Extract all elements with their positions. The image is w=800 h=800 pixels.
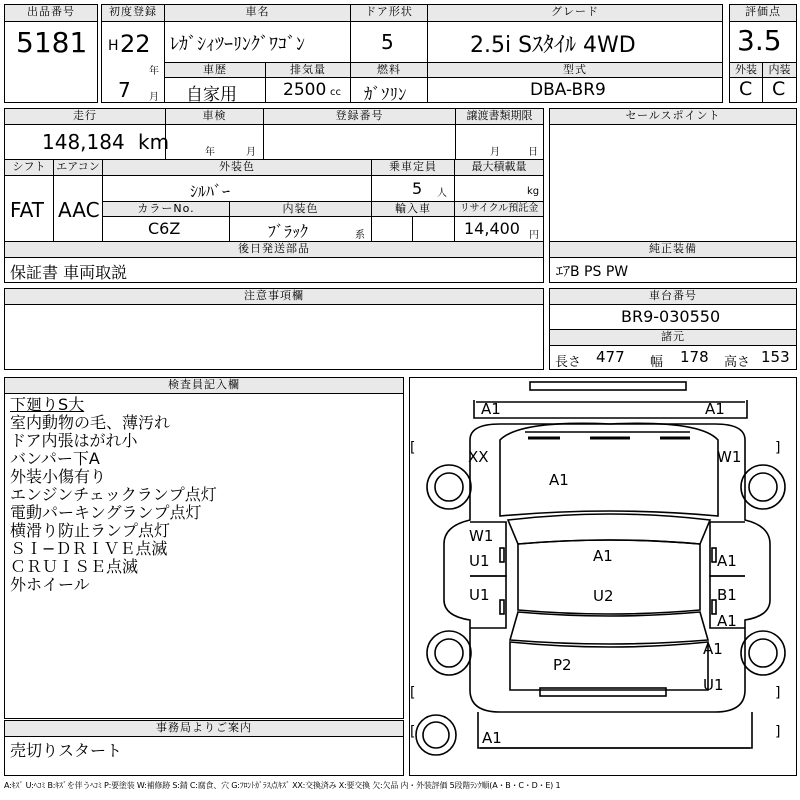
inspector-line: 電動パーキングランプ点灯 xyxy=(10,503,202,522)
interior-grade: C xyxy=(772,78,786,100)
grade: 2.5i Sｽﾀｲﾙ 4WD xyxy=(470,33,636,58)
genuine: ｴｱB PS PW xyxy=(556,264,629,280)
height: 153 xyxy=(761,348,790,366)
exterior-grade: C xyxy=(739,78,753,100)
later-parts-label: 後日発送部品 xyxy=(4,241,544,258)
specs-label: 諸元 xyxy=(549,329,797,346)
doors: 5 xyxy=(381,30,394,54)
mark-rear-door-left: U1 xyxy=(469,586,490,604)
svg-text:[: [ xyxy=(410,724,416,740)
capacity-label: 乗車定員 xyxy=(371,159,455,176)
ext-color-cell xyxy=(102,175,372,202)
width: 178 xyxy=(680,348,709,366)
inspector-line: 外装小傷有り xyxy=(10,467,107,486)
capacity-unit: 人 xyxy=(437,188,447,199)
recycle-unit: 円 xyxy=(529,230,539,241)
inspector-line: 室内動物の毛、薄汚れ xyxy=(10,413,171,432)
office-label: 事務局よりご案内 xyxy=(4,720,404,737)
mark-fender-right: W1 xyxy=(717,448,742,466)
mark-fender-left: XX xyxy=(468,448,489,466)
inspector-line: 横滑り防止ランプ点灯 xyxy=(10,521,171,540)
length-label: 長さ xyxy=(555,355,582,370)
mileage: 148,184 xyxy=(42,130,125,154)
displacement-label: 排気量 xyxy=(265,62,351,78)
inspector-line: 下廻りS大 xyxy=(10,395,85,414)
length: 477 xyxy=(596,348,625,366)
height-label: 高さ xyxy=(724,355,751,370)
score-label: 評価点 xyxy=(729,4,797,22)
first-reg-month: 7 xyxy=(118,78,131,102)
svg-text:[: [ xyxy=(410,440,416,456)
transfer-month-unit: 月 xyxy=(490,147,500,158)
width-label: 幅 xyxy=(650,355,664,370)
lot-no-label: 出品番号 xyxy=(4,4,98,22)
displacement: 2500 xyxy=(283,80,327,100)
mileage-unit: km xyxy=(138,130,170,154)
inspector-line: ＣＲＵＩＳＥ点滅 xyxy=(10,557,139,576)
genuine-label: 純正装備 xyxy=(549,241,797,258)
inspector-line: ドア内張はがれ小 xyxy=(10,431,138,450)
color-no: C6Z xyxy=(148,219,181,238)
chassis-label: 車台番号 xyxy=(549,288,797,305)
model: DBA-BR9 xyxy=(530,80,606,100)
int-color-label: 内装色 xyxy=(229,201,372,217)
ac-label: エアコン xyxy=(53,159,103,176)
transfer-day-unit: 日 xyxy=(528,147,538,158)
first-reg-year: 22 xyxy=(120,30,151,58)
inspector-line: エンジンチェックランプ点灯 xyxy=(10,485,217,504)
mark-rear-door-right-b: B1 xyxy=(717,586,737,604)
car-name-label: 車名 xyxy=(164,4,351,22)
legend: A:ｷｽﾞ U:ﾍｺﾐ B:ｷｽﾞを伴うﾍｺﾐ P:要塗装 W:補修跡 S:錆 C:腐食、穴 G:ﾌﾛﾝﾄｶﾞﾗｽ点ｷｽﾞ XX:交換済み X:要交換 欠:欠品 内・外装評価 5段階ﾗﾝｸ順(A・B・C・D・E) 1 xyxy=(4,781,561,790)
max-load-unit: kg xyxy=(527,186,540,197)
caution-label: 注意事項欄 xyxy=(4,288,544,305)
reg-no-label: 登録番号 xyxy=(263,108,456,125)
inspector-line: バンパー下A xyxy=(10,449,100,468)
mark-front-door-right: A1 xyxy=(717,552,737,570)
recycle-label: リサイクル預託金 xyxy=(454,201,544,217)
import-label: 輸入車 xyxy=(371,201,455,217)
mark-rear-door-right-a: A1 xyxy=(717,612,737,630)
month-unit: 月 xyxy=(149,92,159,103)
transfer-label: 譲渡書類期限 xyxy=(455,108,544,125)
svg-text:[: [ xyxy=(410,685,416,701)
mark-cabin: U2 xyxy=(593,587,614,605)
interior-grade-label: 内装 xyxy=(762,62,797,78)
fuel-label: 燃料 xyxy=(350,62,428,78)
import-cell-a xyxy=(371,216,413,242)
mark-roof: A1 xyxy=(593,547,613,565)
chassis: BR9-030550 xyxy=(621,307,721,326)
int-color-unit: 系 xyxy=(355,230,365,241)
shift: FAT xyxy=(10,198,45,222)
inspector-lines xyxy=(10,396,217,594)
ext-color: ｼﾙﾊﾞｰ xyxy=(190,182,231,201)
recycle: 14,400 xyxy=(464,219,520,238)
ext-color-label: 外装色 xyxy=(102,159,372,176)
year-unit: 年 xyxy=(149,66,159,77)
later-parts: 保証書 車両取説 xyxy=(10,263,128,282)
mileage-label: 走行 xyxy=(4,108,166,125)
sales-point-cell xyxy=(549,124,797,242)
color-no-label: カラーNo. xyxy=(102,201,230,217)
svg-text:]: ] xyxy=(775,724,781,740)
reg-no-cell xyxy=(263,124,456,160)
mark-front-right: A1 xyxy=(705,400,725,418)
mark-rear-quarter-right: A1 xyxy=(703,640,723,658)
car-name: ﾚｶﾞｼｨﾂｰﾘﾝｸﾞﾜｺﾞﾝ xyxy=(170,34,305,55)
lot-no: 5181 xyxy=(16,26,88,59)
capacity: 5 xyxy=(412,179,423,198)
car-diagram xyxy=(409,377,797,776)
max-load-label: 最大積載量 xyxy=(454,159,544,176)
int-color: ﾌﾞﾗｯｸ xyxy=(268,222,309,241)
first-reg-era: H xyxy=(108,38,119,54)
exterior-grade-label: 外装 xyxy=(729,62,763,78)
shift-label: シフト xyxy=(4,159,54,176)
insp-month-unit: 月 xyxy=(246,147,256,158)
mark-front-left: A1 xyxy=(481,400,501,418)
sales-point-label: セールスポイント xyxy=(549,108,797,125)
mark-trunk: P2 xyxy=(553,656,572,674)
mark-rear-bumper: A1 xyxy=(482,729,502,747)
first-reg-label: 初度登録 xyxy=(101,4,165,22)
inspector-label: 検査員記入欄 xyxy=(4,377,404,394)
history: 自家用 xyxy=(186,85,237,105)
score: 3.5 xyxy=(737,24,782,57)
door-label: ドア形状 xyxy=(350,4,428,22)
inspection-label: 車検 xyxy=(165,108,264,125)
mark-front-door-left-w: W1 xyxy=(469,527,494,545)
svg-text:]: ] xyxy=(775,685,781,701)
model-label: 型式 xyxy=(427,62,723,78)
caution-cell xyxy=(4,304,544,370)
ac: AAC xyxy=(58,198,100,222)
svg-text:]: ] xyxy=(775,440,781,456)
grade-label: グレード xyxy=(427,4,723,22)
mark-rear-wheel-right: U1 xyxy=(703,676,724,694)
history-label: 車歴 xyxy=(164,62,266,78)
inspector-line: 外ホイール xyxy=(10,575,90,594)
mark-front-door-left-u: U1 xyxy=(469,552,490,570)
fuel: ｶﾞｿﾘﾝ xyxy=(364,85,407,105)
office-text: 売切りスタート xyxy=(10,741,123,760)
insp-year-unit: 年 xyxy=(205,147,215,158)
import-cell-b xyxy=(412,216,455,242)
displacement-unit: cc xyxy=(330,87,341,98)
mark-hood: A1 xyxy=(549,471,569,489)
inspector-line: ＳＩ−ＤＲＩＶＥ点滅 xyxy=(10,539,168,558)
specs-cell xyxy=(549,345,797,370)
